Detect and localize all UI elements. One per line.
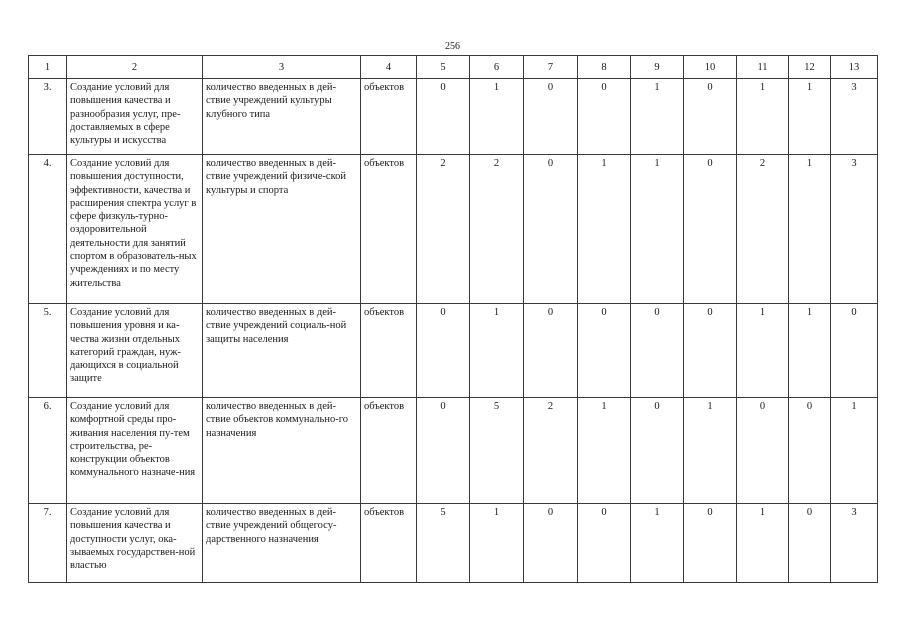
value-cell: 1	[470, 79, 524, 155]
row-number: 5.	[29, 304, 67, 398]
unit-cell: объектов	[361, 155, 417, 304]
value-cell: 0	[524, 304, 578, 398]
value-cell: 1	[631, 504, 684, 583]
value-cell: 0	[524, 155, 578, 304]
header-cell: 2	[67, 56, 203, 79]
table-row	[29, 504, 878, 583]
unit-cell: объектов	[361, 398, 417, 504]
header-cell: 8	[578, 56, 631, 79]
goal-cell: Создание условий для повышения доступности, эффективности, качества и расширения спектра услуг в сфере физкуль-турно-оздоровительной деятельности для занятий спортом в образователь-ных учреждениях и по месту жительства	[67, 155, 203, 304]
header-cell: 4	[361, 56, 417, 79]
value-cell: 0	[789, 398, 831, 504]
value-cell: 1	[631, 155, 684, 304]
value-cell: 0	[684, 79, 737, 155]
value-cell: 0	[578, 304, 631, 398]
row-number: 4.	[29, 155, 67, 304]
value-cell: 0	[831, 304, 878, 398]
indicator-cell: количество введенных в дей-ствие учреждений культуры клубного типа	[203, 79, 361, 155]
value-cell: 5	[417, 504, 470, 583]
goal-cell: Создание условий для комфортной среды про-живания населения пу-тем строительства, ре-конструкции объектов коммунального назначе-ния	[67, 398, 203, 504]
value-cell: 0	[417, 398, 470, 504]
goal-cell: Создание условий для повышения качества и доступности услуг, ока-зываемых государствен-ной властью	[67, 504, 203, 583]
unit-cell: объектов	[361, 504, 417, 583]
indicator-cell: количество введенных в дей-ствие учреждений физиче-ской культуры и спорта	[203, 155, 361, 304]
goal-cell: Создание условий для повышения качества и разнообразия услуг, пре-доставляемых в сфере культуры и искусства	[67, 79, 203, 155]
row-number: 7.	[29, 504, 67, 583]
value-cell: 1	[831, 398, 878, 504]
header-cell: 5	[417, 56, 470, 79]
value-cell: 1	[578, 398, 631, 504]
header-cell: 10	[684, 56, 737, 79]
goal-cell: Создание условий для повышения уровня и ка-чества жизни отдельных категорий граждан, нуж-дающихся в социальной защите	[67, 304, 203, 398]
value-cell: 0	[684, 304, 737, 398]
value-cell: 1	[737, 504, 789, 583]
value-cell: 0	[684, 155, 737, 304]
header-cell: 6	[470, 56, 524, 79]
value-cell: 3	[831, 155, 878, 304]
header-cell: 1	[29, 56, 67, 79]
value-cell: 1	[789, 304, 831, 398]
table-row	[29, 79, 878, 155]
value-cell: 3	[831, 504, 878, 583]
value-cell: 1	[737, 79, 789, 155]
value-cell: 5	[470, 398, 524, 504]
indicator-cell: количество введенных в дей-ствие объектов коммунально-го назначения	[203, 398, 361, 504]
table-row	[29, 304, 878, 398]
value-cell: 0	[578, 504, 631, 583]
row-number: 6.	[29, 398, 67, 504]
table-row	[29, 398, 878, 504]
table-header-row	[29, 56, 878, 79]
value-cell: 2	[524, 398, 578, 504]
value-cell: 0	[578, 79, 631, 155]
unit-cell: объектов	[361, 304, 417, 398]
value-cell: 2	[417, 155, 470, 304]
data-table	[28, 55, 878, 583]
header-cell: 13	[831, 56, 878, 79]
value-cell: 1	[470, 304, 524, 398]
value-cell: 0	[417, 79, 470, 155]
unit-cell: объектов	[361, 79, 417, 155]
table-row	[29, 155, 878, 304]
value-cell: 2	[737, 155, 789, 304]
value-cell: 0	[417, 304, 470, 398]
value-cell: 3	[831, 79, 878, 155]
value-cell: 2	[470, 155, 524, 304]
value-cell: 1	[631, 79, 684, 155]
indicator-cell: количество введенных в дей-ствие учреждений общегосу-дарственного назначения	[203, 504, 361, 583]
value-cell: 1	[684, 398, 737, 504]
value-cell: 0	[524, 504, 578, 583]
value-cell: 1	[470, 504, 524, 583]
indicator-cell: количество введенных в дей-ствие учреждений социаль-ной защиты населения	[203, 304, 361, 398]
value-cell: 0	[524, 79, 578, 155]
header-cell: 11	[737, 56, 789, 79]
page-number: 256	[445, 41, 460, 52]
header-cell: 9	[631, 56, 684, 79]
value-cell: 1	[789, 79, 831, 155]
row-number: 3.	[29, 79, 67, 155]
value-cell: 1	[789, 155, 831, 304]
header-cell: 12	[789, 56, 831, 79]
value-cell: 1	[578, 155, 631, 304]
header-cell: 3	[203, 56, 361, 79]
value-cell: 0	[631, 398, 684, 504]
value-cell: 0	[789, 504, 831, 583]
value-cell: 0	[737, 398, 789, 504]
value-cell: 0	[631, 304, 684, 398]
value-cell: 1	[737, 304, 789, 398]
header-cell: 7	[524, 56, 578, 79]
value-cell: 0	[684, 504, 737, 583]
